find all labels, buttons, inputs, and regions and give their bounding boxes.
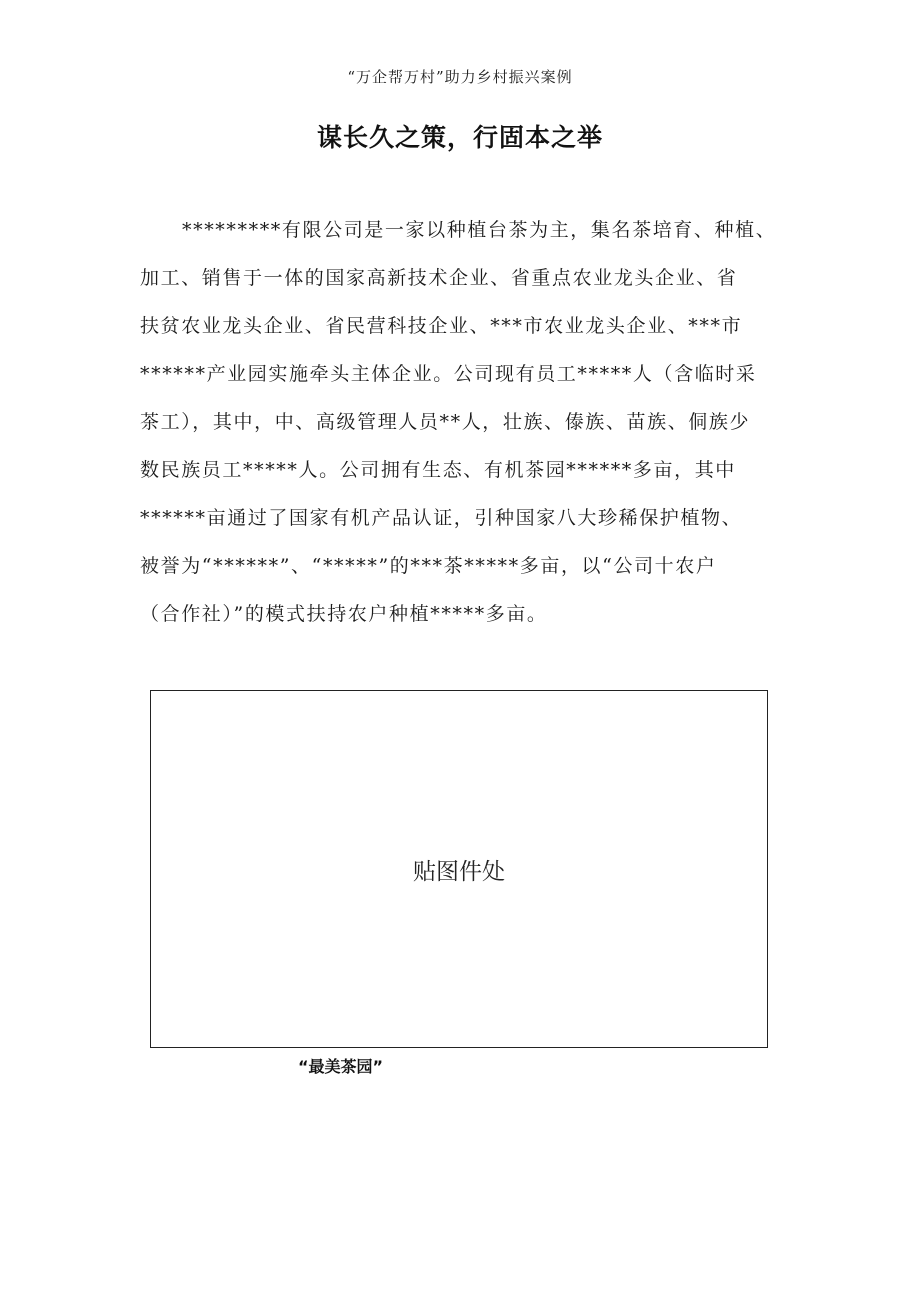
paragraph-line: （合作社）”的模式扶持农户种植*****多亩。 (140, 603, 548, 625)
figure-caption: “最美茶园” (298, 1057, 384, 1076)
image-placeholder-label: 贴图件处 (413, 858, 505, 885)
paragraph-line: 扶贫农业龙头企业、省民营科技企业、***市农业龙头企业、***市 (140, 315, 743, 337)
image-placeholder-frame (150, 690, 768, 1048)
paragraph-line: 数民族员工*****人。公司拥有生态、有机茶园******多亩，其中 (140, 459, 736, 481)
paragraph-line: ******产业园实施牵头主体企业。公司现有员工*****人（含临时采 (140, 363, 757, 385)
paragraph-line: *********有限公司是一家以种植台茶为主，集名茶培育、种植、 (182, 219, 777, 241)
paragraph-line: 被誉为“******”、“*****”的***茶*****多亩，以“公司十农户 (140, 555, 717, 577)
paragraph-line: 茶工），其中，中、高级管理人员**人，壮族、傣族、苗族、侗族少 (140, 411, 751, 433)
paragraph-line: ******亩通过了国家有机产品认证，引种国家八大珍稀保护植物、 (140, 507, 743, 529)
body-paragraph (140, 210, 800, 642)
paragraph-line: 加工、销售于一体的国家高新技术企业、省重点农业龙头企业、省 (140, 267, 738, 289)
running-header: “万企帮万村”助力乡村振兴案例 (347, 68, 573, 86)
page-title: 谋长久之策，行固本之举 (316, 123, 603, 152)
